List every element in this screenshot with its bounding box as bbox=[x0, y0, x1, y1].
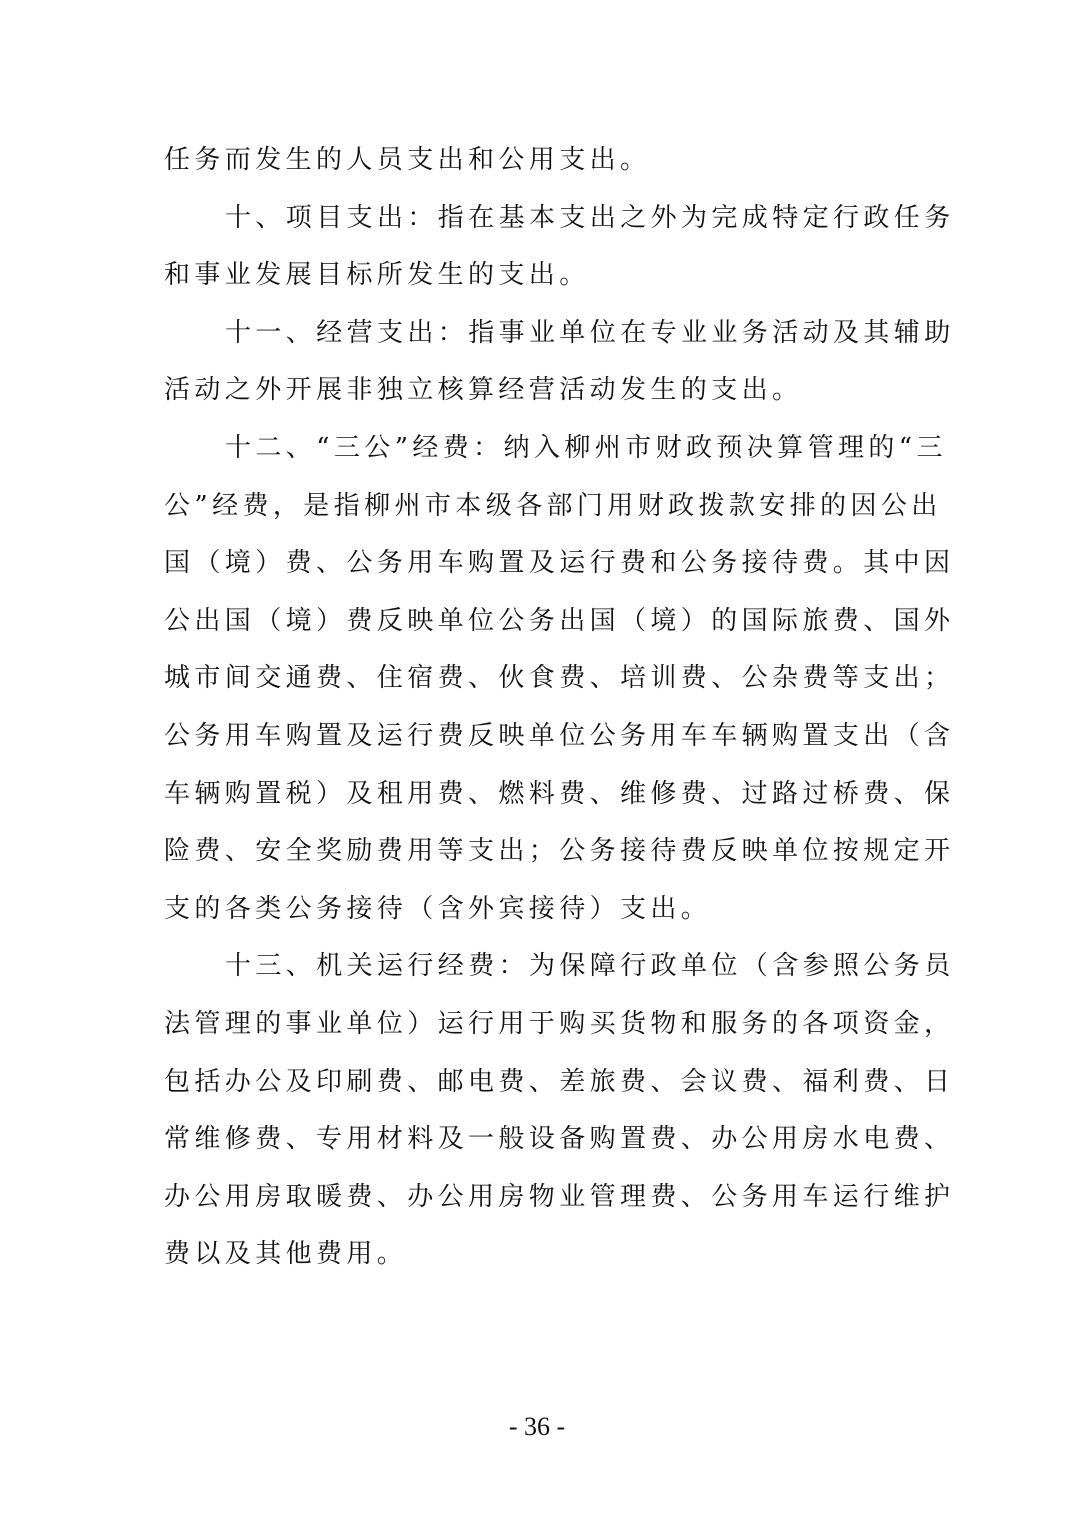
text-line: 办公用房取暖费、办公用房物业管理费、公务用车运行维护 bbox=[164, 1181, 955, 1212]
text-line: 常维修费、专用材料及一般设备购置费、办公用房水电费、 bbox=[164, 1124, 955, 1155]
text-line: 十一、经营支出：指事业单位在专业业务活动及其辅助 bbox=[225, 317, 955, 348]
text-line: 任务而发生的人员支出和公用支出。 bbox=[164, 145, 651, 175]
text-line: 活动之外开展非独立核算经营活动发生的支出。 bbox=[164, 375, 803, 406]
text-line: 十三、机关运行经费：为保障行政单位（含参照公务员 bbox=[225, 951, 955, 982]
text-line: 包括办公及印刷费、邮电费、差旅费、会议费、福利费、日 bbox=[164, 1066, 955, 1097]
text-line: 和事业发展目标所发生的支出。 bbox=[164, 260, 590, 291]
text-line: 险费、安全奖励费用等支出；公务接待费反映单位按规定开 bbox=[164, 836, 955, 867]
text-line: 城市间交通费、住宿费、伙食费、培训费、公杂费等支出； bbox=[164, 663, 955, 694]
text-line: 国（境）费、公务用车购置及运行费和公务接待费。其中因 bbox=[164, 548, 955, 579]
text-line: 费以及其他费用。 bbox=[164, 1239, 408, 1270]
text-line: 公”经费，是指柳州市本级各部门用财政拨款安排的因公出 bbox=[164, 490, 942, 521]
text-line: 公出国（境）费反映单位公务出国（境）的国际旅费、国外 bbox=[164, 605, 955, 636]
text-line: 车辆购置税）及租用费、燃料费、维修费、过路过桥费、保 bbox=[164, 778, 955, 809]
page-number: - 36 - bbox=[508, 1412, 566, 1441]
text-line: 法管理的事业单位）运行用于购买货物和服务的各项资金， bbox=[164, 1008, 955, 1039]
body-text bbox=[164, 132, 955, 1284]
text-line: 支的各类公务接待（含外宾接待）支出。 bbox=[164, 893, 712, 924]
text-line: 公务用车购置及运行费反映单位公务用车车辆购置支出（含 bbox=[164, 720, 955, 751]
text-line: 十二、“三公”经费：纳入柳州市财政预决算管理的“三 bbox=[225, 432, 947, 463]
text-line: 十、项目支出：指在基本支出之外为完成特定行政任务 bbox=[225, 202, 955, 233]
